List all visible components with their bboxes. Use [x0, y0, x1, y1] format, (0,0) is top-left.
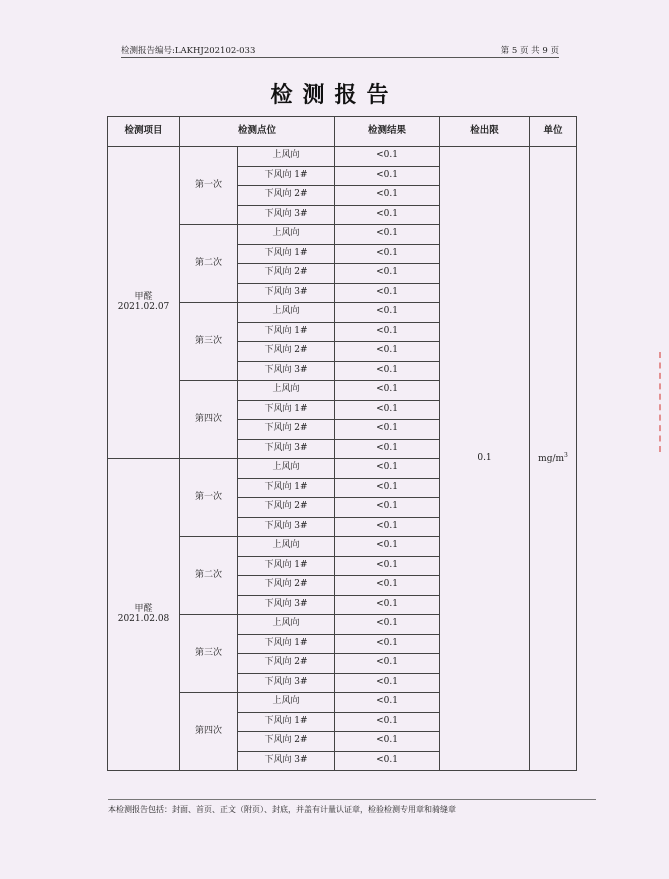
location-cell: 下风向 2# — [238, 654, 335, 674]
location-cell: 下风向 1# — [238, 244, 335, 264]
table-row — [108, 147, 577, 167]
result-cell: <0.1 — [335, 751, 440, 771]
location-cell: 上风向 — [238, 537, 335, 557]
page-title: 检测报告 — [270, 82, 399, 108]
page-header — [121, 43, 559, 58]
location-cell: 下风向 2# — [238, 732, 335, 752]
location-cell: 上风向 — [238, 459, 335, 479]
result-cell: <0.1 — [335, 556, 440, 576]
footer-note: 本检测报告包括：封面、首页、正文（附页）、封底，并盖有计量认证章，检验检测专用章和骑缝章 — [108, 799, 596, 815]
result-cell: <0.1 — [335, 205, 440, 225]
location-cell: 下风向 2# — [238, 576, 335, 596]
detection-limit-cell: 0.1 — [440, 147, 530, 771]
location-cell: 上风向 — [238, 381, 335, 401]
test-item-label: 甲醛 — [134, 291, 153, 302]
test-item-date: 2021.02.08 — [117, 613, 170, 624]
location-cell: 下风向 1# — [238, 712, 335, 732]
location-cell: 下风向 3# — [238, 751, 335, 771]
result-cell: <0.1 — [335, 283, 440, 303]
col-header-point: 检测点位 — [180, 117, 335, 147]
location-cell: 上风向 — [238, 147, 335, 167]
result-cell: <0.1 — [335, 459, 440, 479]
location-cell: 下风向 3# — [238, 283, 335, 303]
result-cell: <0.1 — [335, 361, 440, 381]
test-item-cell — [108, 147, 180, 459]
location-cell: 下风向 3# — [238, 595, 335, 615]
result-cell: <0.1 — [335, 166, 440, 186]
location-cell: 下风向 2# — [238, 186, 335, 206]
round-cell: 第二次 — [180, 225, 238, 303]
location-cell: 下风向 1# — [238, 166, 335, 186]
result-cell: <0.1 — [335, 303, 440, 323]
round-cell: 第四次 — [180, 693, 238, 771]
result-cell: <0.1 — [335, 673, 440, 693]
location-cell: 下风向 1# — [238, 556, 335, 576]
result-cell: <0.1 — [335, 381, 440, 401]
result-cell: <0.1 — [335, 498, 440, 518]
result-cell: <0.1 — [335, 712, 440, 732]
result-cell: <0.1 — [335, 147, 440, 167]
location-cell: 下风向 3# — [238, 673, 335, 693]
location-cell: 上风向 — [238, 303, 335, 323]
result-cell: <0.1 — [335, 322, 440, 342]
result-cell: <0.1 — [335, 244, 440, 264]
result-cell: <0.1 — [335, 654, 440, 674]
round-cell: 第三次 — [180, 615, 238, 693]
page-info: 第 5 页 共 9 页 — [500, 46, 559, 56]
unit-cell — [530, 147, 577, 771]
location-cell: 下风向 3# — [238, 205, 335, 225]
col-header-unit: 单位 — [530, 117, 577, 147]
result-cell: <0.1 — [335, 264, 440, 284]
test-item-date: 2021.02.07 — [117, 301, 170, 312]
unit-base: mg/m — [538, 453, 565, 464]
result-cell: <0.1 — [335, 615, 440, 635]
location-cell: 上风向 — [238, 225, 335, 245]
location-cell: 下风向 3# — [238, 439, 335, 459]
round-cell: 第四次 — [180, 381, 238, 459]
result-cell: <0.1 — [335, 537, 440, 557]
result-cell: <0.1 — [335, 342, 440, 362]
result-cell: <0.1 — [335, 478, 440, 498]
location-cell: 下风向 2# — [238, 498, 335, 518]
round-cell: 第一次 — [180, 147, 238, 225]
result-cell: <0.1 — [335, 420, 440, 440]
result-cell: <0.1 — [335, 186, 440, 206]
unit-superscript: 3 — [564, 451, 568, 459]
col-header-result: 检测结果 — [335, 117, 440, 147]
results-table — [107, 116, 577, 771]
location-cell: 下风向 1# — [238, 322, 335, 342]
table-body — [108, 147, 577, 771]
round-cell: 第二次 — [180, 537, 238, 615]
result-cell: <0.1 — [335, 732, 440, 752]
result-cell: <0.1 — [335, 693, 440, 713]
location-cell: 上风向 — [238, 615, 335, 635]
location-cell: 上风向 — [238, 693, 335, 713]
location-cell: 下风向 1# — [238, 478, 335, 498]
round-cell: 第一次 — [180, 459, 238, 537]
location-cell: 下风向 2# — [238, 342, 335, 362]
location-cell: 下风向 1# — [238, 400, 335, 420]
test-item-label: 甲醛 — [134, 603, 153, 614]
seal-stamp-edge — [645, 352, 661, 452]
location-cell: 下风向 2# — [238, 264, 335, 284]
col-header-limit: 检出限 — [440, 117, 530, 147]
table-header-row — [108, 117, 577, 147]
report-number: 检测报告编号:LAKHJ202102-033 — [121, 46, 256, 56]
round-cell: 第三次 — [180, 303, 238, 381]
result-cell: <0.1 — [335, 400, 440, 420]
result-cell: <0.1 — [335, 225, 440, 245]
result-cell: <0.1 — [335, 634, 440, 654]
test-item-cell — [108, 459, 180, 771]
location-cell: 下风向 1# — [238, 634, 335, 654]
result-cell: <0.1 — [335, 439, 440, 459]
location-cell: 下风向 3# — [238, 361, 335, 381]
location-cell: 下风向 3# — [238, 517, 335, 537]
result-cell: <0.1 — [335, 517, 440, 537]
location-cell: 下风向 2# — [238, 420, 335, 440]
col-header-item: 检测项目 — [108, 117, 180, 147]
result-cell: <0.1 — [335, 576, 440, 596]
result-cell: <0.1 — [335, 595, 440, 615]
